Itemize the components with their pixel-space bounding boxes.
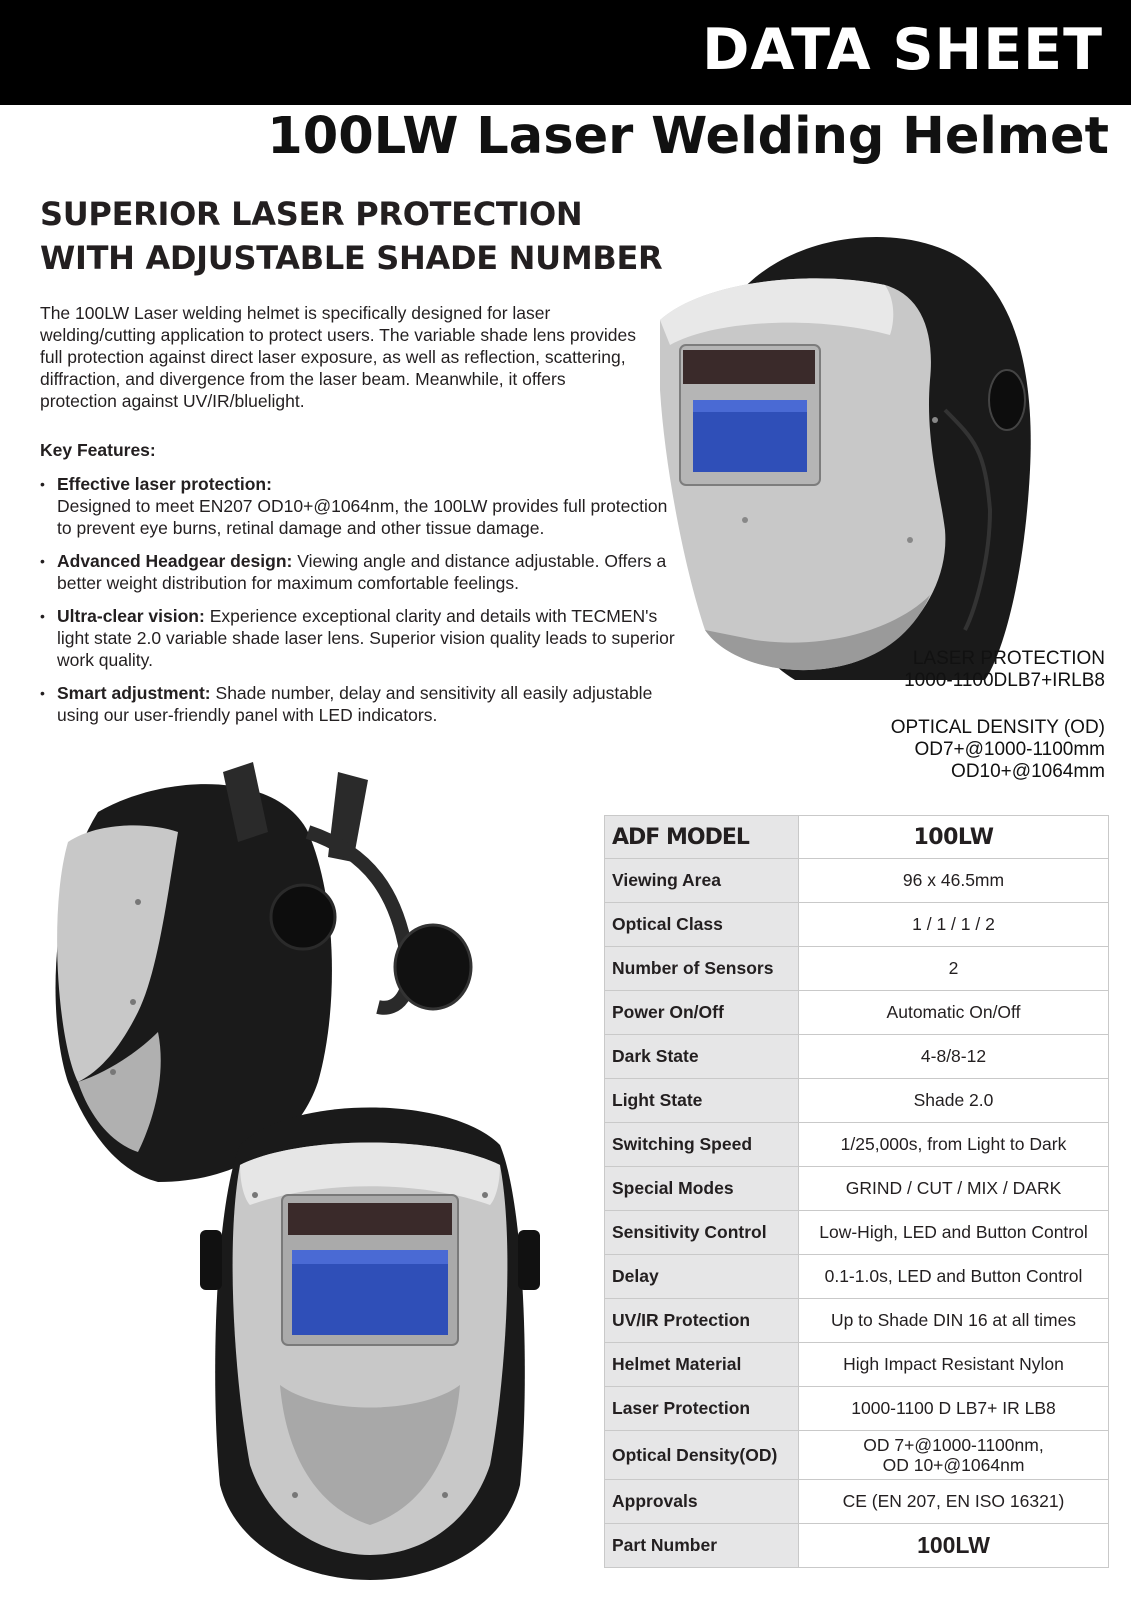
spec-value: 96 x 46.5mm [799,859,1109,903]
spec-key: Switching Speed [605,1123,799,1167]
table-row [605,947,1109,991]
spec-value: 0.1-1.0s, LED and Button Control [799,1255,1109,1299]
spec-value: 2 [799,947,1109,991]
spec-value: 100LW [799,1524,1109,1568]
table-row [605,859,1109,903]
spec-key: Number of Sensors [605,947,799,991]
table-row [605,1035,1109,1079]
product-title: 100LW Laser Welding Helmet [267,107,1109,166]
spec-value: Up to Shade DIN 16 at all times [799,1299,1109,1343]
key-features-list [40,473,680,737]
table-row [605,1255,1109,1299]
spec-value: OD 7+@1000-1100nm, OD 10+@1064nm [799,1431,1109,1480]
key-features-heading: Key Features: [40,440,156,460]
feature-item [40,550,680,594]
feature-text: Shade number, delay and sensitivity all easily adjustable using our user-friendly panel with LED indicators. [57,683,653,725]
spec-table-header-row [605,816,1109,859]
spec-value: 1000-1100 D LB7+ IR LB8 [799,1387,1109,1431]
table-row [605,1387,1109,1431]
table-row [605,1343,1109,1387]
spec-header-key: ADF MODEL [605,816,799,859]
spec-value: 1/25,000s, from Light to Dark [799,1123,1109,1167]
helmet-front-image [200,1085,540,1585]
table-row [605,1211,1109,1255]
table-row [605,1079,1109,1123]
feature-item [40,473,680,539]
header-banner [0,0,1131,105]
spec-key: Sensitivity Control [605,1211,799,1255]
feature-title: Effective laser protection: [57,474,272,494]
spec-key: Approvals [605,1480,799,1524]
spec-value: Automatic On/Off [799,991,1109,1035]
spec-value: 1 / 1 / 1 / 2 [799,903,1109,947]
feature-text: Designed to meet EN207 OD10+@1064nm, the 100LW provides full protection to prevent eye burns, retinal damage and other tissue damage. [57,496,668,538]
optical-density-value-2: OD10+@1064mm [951,761,1105,782]
spec-key: UV/IR Protection [605,1299,799,1343]
spec-value: CE (EN 207, EN ISO 16321) [799,1480,1109,1524]
spec-key: Power On/Off [605,991,799,1035]
laser-protection-value: 1000-1100DLB7+IRLB8 [904,670,1105,691]
table-row [605,903,1109,947]
feature-text: Viewing angle and distance adjustable. Offers a better weight distribution for maximum comfortable feelings. [57,551,667,593]
table-row [605,1480,1109,1524]
feature-title: Advanced Headgear design: [57,551,293,571]
headline-line-1: SUPERIOR LASER PROTECTION [40,195,583,233]
optical-density-block [891,717,1105,783]
table-row [605,991,1109,1035]
feature-title: Ultra-clear vision: [57,606,205,626]
spec-key: Optical Class [605,903,799,947]
table-row [605,1123,1109,1167]
intro-paragraph: The 100LW Laser welding helmet is specifically designed for laser welding/cutting application to protect users. The variable shade lens provides full protection against direct laser exposure, as well as reflection, scattering, diffraction, and divergence from the laser beam. Meanwhile, it offers protection against UV/IR/bluelight. [40,303,636,411]
spec-value: GRIND / CUT / MIX / DARK [799,1167,1109,1211]
headline-line-2: WITH ADJUSTABLE SHADE NUMBER [40,239,663,277]
laser-protection-block [904,648,1105,692]
table-row [605,1431,1109,1480]
banner-title: DATA SHEET [702,17,1103,83]
spec-key: Delay [605,1255,799,1299]
spec-table [604,815,1109,1568]
feature-item [40,605,680,671]
spec-key: Dark State [605,1035,799,1079]
feature-text: Experience exceptional clarity and details with TECMEN's light state 2.0 variable shade laser lens. Superior vision quality leads to superior work quality. [57,606,675,670]
optical-density-value-1: OD7+@1000-1100mm [914,739,1105,760]
table-row [605,1524,1109,1568]
spec-value: High Impact Resistant Nylon [799,1343,1109,1387]
table-row [605,1299,1109,1343]
spec-value: Shade 2.0 [799,1079,1109,1123]
spec-value: Low-High, LED and Button Control [799,1211,1109,1255]
spec-key: Special Modes [605,1167,799,1211]
headline [40,192,662,280]
optical-density-label: OPTICAL DENSITY (OD) [890,717,1105,738]
spec-key: Viewing Area [605,859,799,903]
laser-protection-label: LASER PROTECTION [912,648,1105,669]
spec-key: Light State [605,1079,799,1123]
spec-key: Part Number [605,1524,799,1568]
spec-header-value: 100LW [799,816,1109,859]
helmet-three-quarter-image [645,210,1045,700]
table-row [605,1167,1109,1211]
spec-key: Laser Protection [605,1387,799,1431]
spec-key: Helmet Material [605,1343,799,1387]
feature-title: Smart adjustment: [57,683,211,703]
feature-item [40,682,680,726]
spec-key: Optical Density(OD) [605,1431,799,1480]
spec-value: 4-8/8-12 [799,1035,1109,1079]
